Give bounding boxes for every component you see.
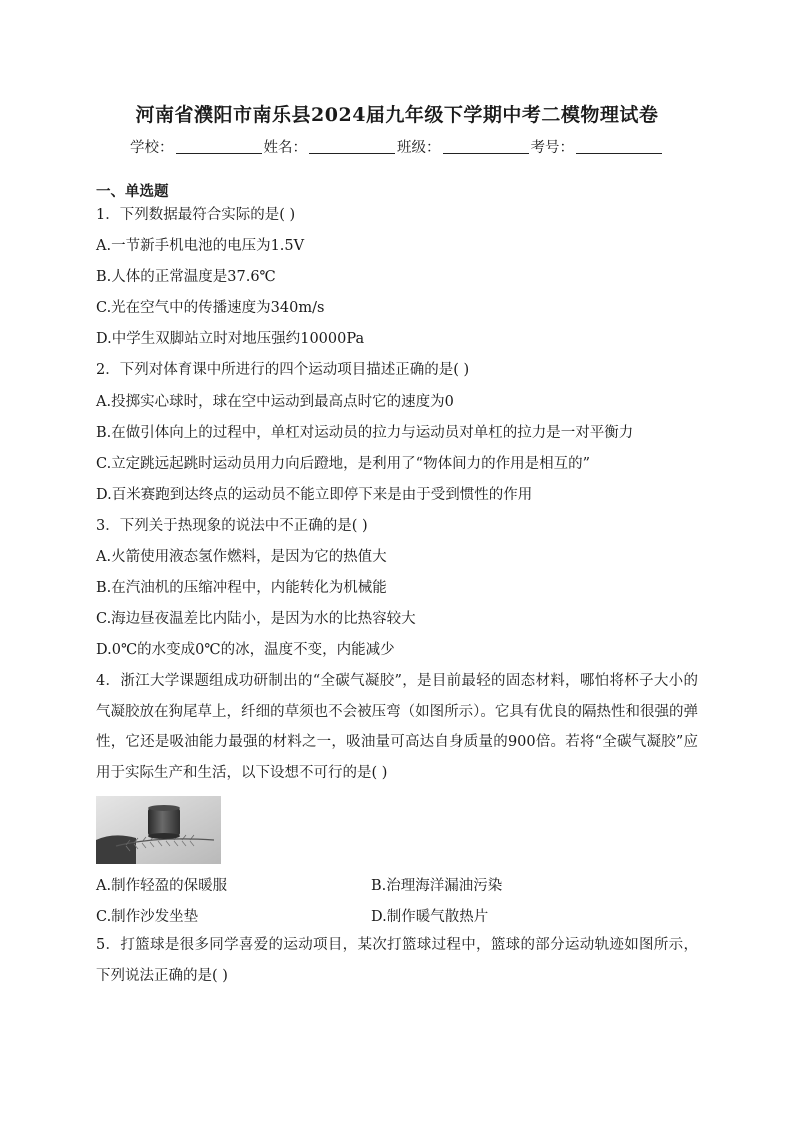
q1-option-a: A.一节新手机电池的电压为1.5V bbox=[96, 238, 305, 254]
q2-option-a: A.投掷实心球时，球在空中运动到最高点时它的速度为0 bbox=[96, 394, 454, 410]
q2-option-c: C.立定跳远起跳时运动员用力向后蹬地，是利用了“物体间力的作用是相互的” bbox=[96, 456, 591, 472]
q4-option-d: D.制作暖气散热片 bbox=[371, 909, 489, 925]
class-field bbox=[397, 136, 531, 157]
name-blank bbox=[309, 152, 395, 154]
student-info-line bbox=[0, 136, 794, 157]
q3-stem: 3．下列关于热现象的说法中不正确的是( ) bbox=[96, 518, 368, 534]
q1-stem: 1．下列数据最符合实际的是( ) bbox=[96, 207, 296, 223]
school-label: 学校： bbox=[130, 140, 174, 156]
school-blank bbox=[176, 152, 262, 154]
section-heading: 一、单选题 bbox=[96, 183, 169, 200]
class-blank bbox=[443, 152, 529, 154]
q2-option-d: D.百米赛跑到达终点的运动员不能立即停下来是由于受到惯性的作用 bbox=[96, 487, 533, 503]
q4-option-a: A.制作轻盈的保暖服 bbox=[96, 878, 228, 894]
q5-stem: 5．打篮球是很多同学喜爱的运动项目，某次打篮球过程中，篮球的部分运动轨迹如图所示，下列说法正确的是( ) bbox=[96, 937, 698, 984]
q4-option-c: C.制作沙发坐垫 bbox=[96, 909, 199, 925]
school-field bbox=[130, 136, 264, 157]
name-field bbox=[264, 136, 398, 157]
q4-option-b: B.治理海洋漏油污染 bbox=[371, 878, 503, 894]
aerogel-on-grass-image bbox=[96, 796, 221, 864]
exam-number-label: 考号： bbox=[530, 140, 574, 156]
name-label: 姓名： bbox=[263, 140, 307, 156]
aerogel-figure bbox=[96, 796, 221, 864]
page-title: 河南省濮阳市南乐县2024届九年级下学期中考二模物理试卷 bbox=[135, 104, 659, 126]
q3-option-d: D.0℃的水变成0℃的冰，温度不变，内能减少 bbox=[96, 642, 395, 658]
q1-option-d: D.中学生双脚站立时对地压强约10000Pa bbox=[96, 331, 365, 347]
class-label: 班级： bbox=[397, 140, 441, 156]
exam-number-blank bbox=[576, 152, 662, 154]
exam-number-field bbox=[531, 136, 665, 157]
q2-stem: 2．下列对体育课中所进行的四个运动项目描述正确的是( ) bbox=[96, 362, 470, 378]
q3-option-a: A.火箭使用液态氢作燃料，是因为它的热值大 bbox=[96, 549, 387, 565]
q4-stem: 4．浙江大学课题组成功研制出的“全碳气凝胶”，是目前最轻的固态材料，哪怕将杯子大小的气凝胶放在狗尾草上，纤细的草须也不会被压弯（如图所示）。它具有优良的隔热性和很强的弹性，它还是吸油能力最强的材料之一，吸油量可高达自身质量的900倍。若将“全碳气凝胶”应用于实际生产和生活，以下设想不可行的是( ) bbox=[96, 673, 698, 781]
q1-option-b: B.人体的正常温度是37.6℃ bbox=[96, 269, 276, 285]
q1-option-c: C.光在空气中的传播速度为340m/s bbox=[96, 300, 325, 316]
q2-option-b: B.在做引体向上的过程中，单杠对运动员的拉力与运动员对单杠的拉力是一对平衡力 bbox=[96, 425, 634, 441]
q3-option-c: C.海边昼夜温差比内陆小，是因为水的比热容较大 bbox=[96, 611, 416, 627]
q3-option-b: B.在汽油机的压缩冲程中，内能转化为机械能 bbox=[96, 580, 387, 596]
